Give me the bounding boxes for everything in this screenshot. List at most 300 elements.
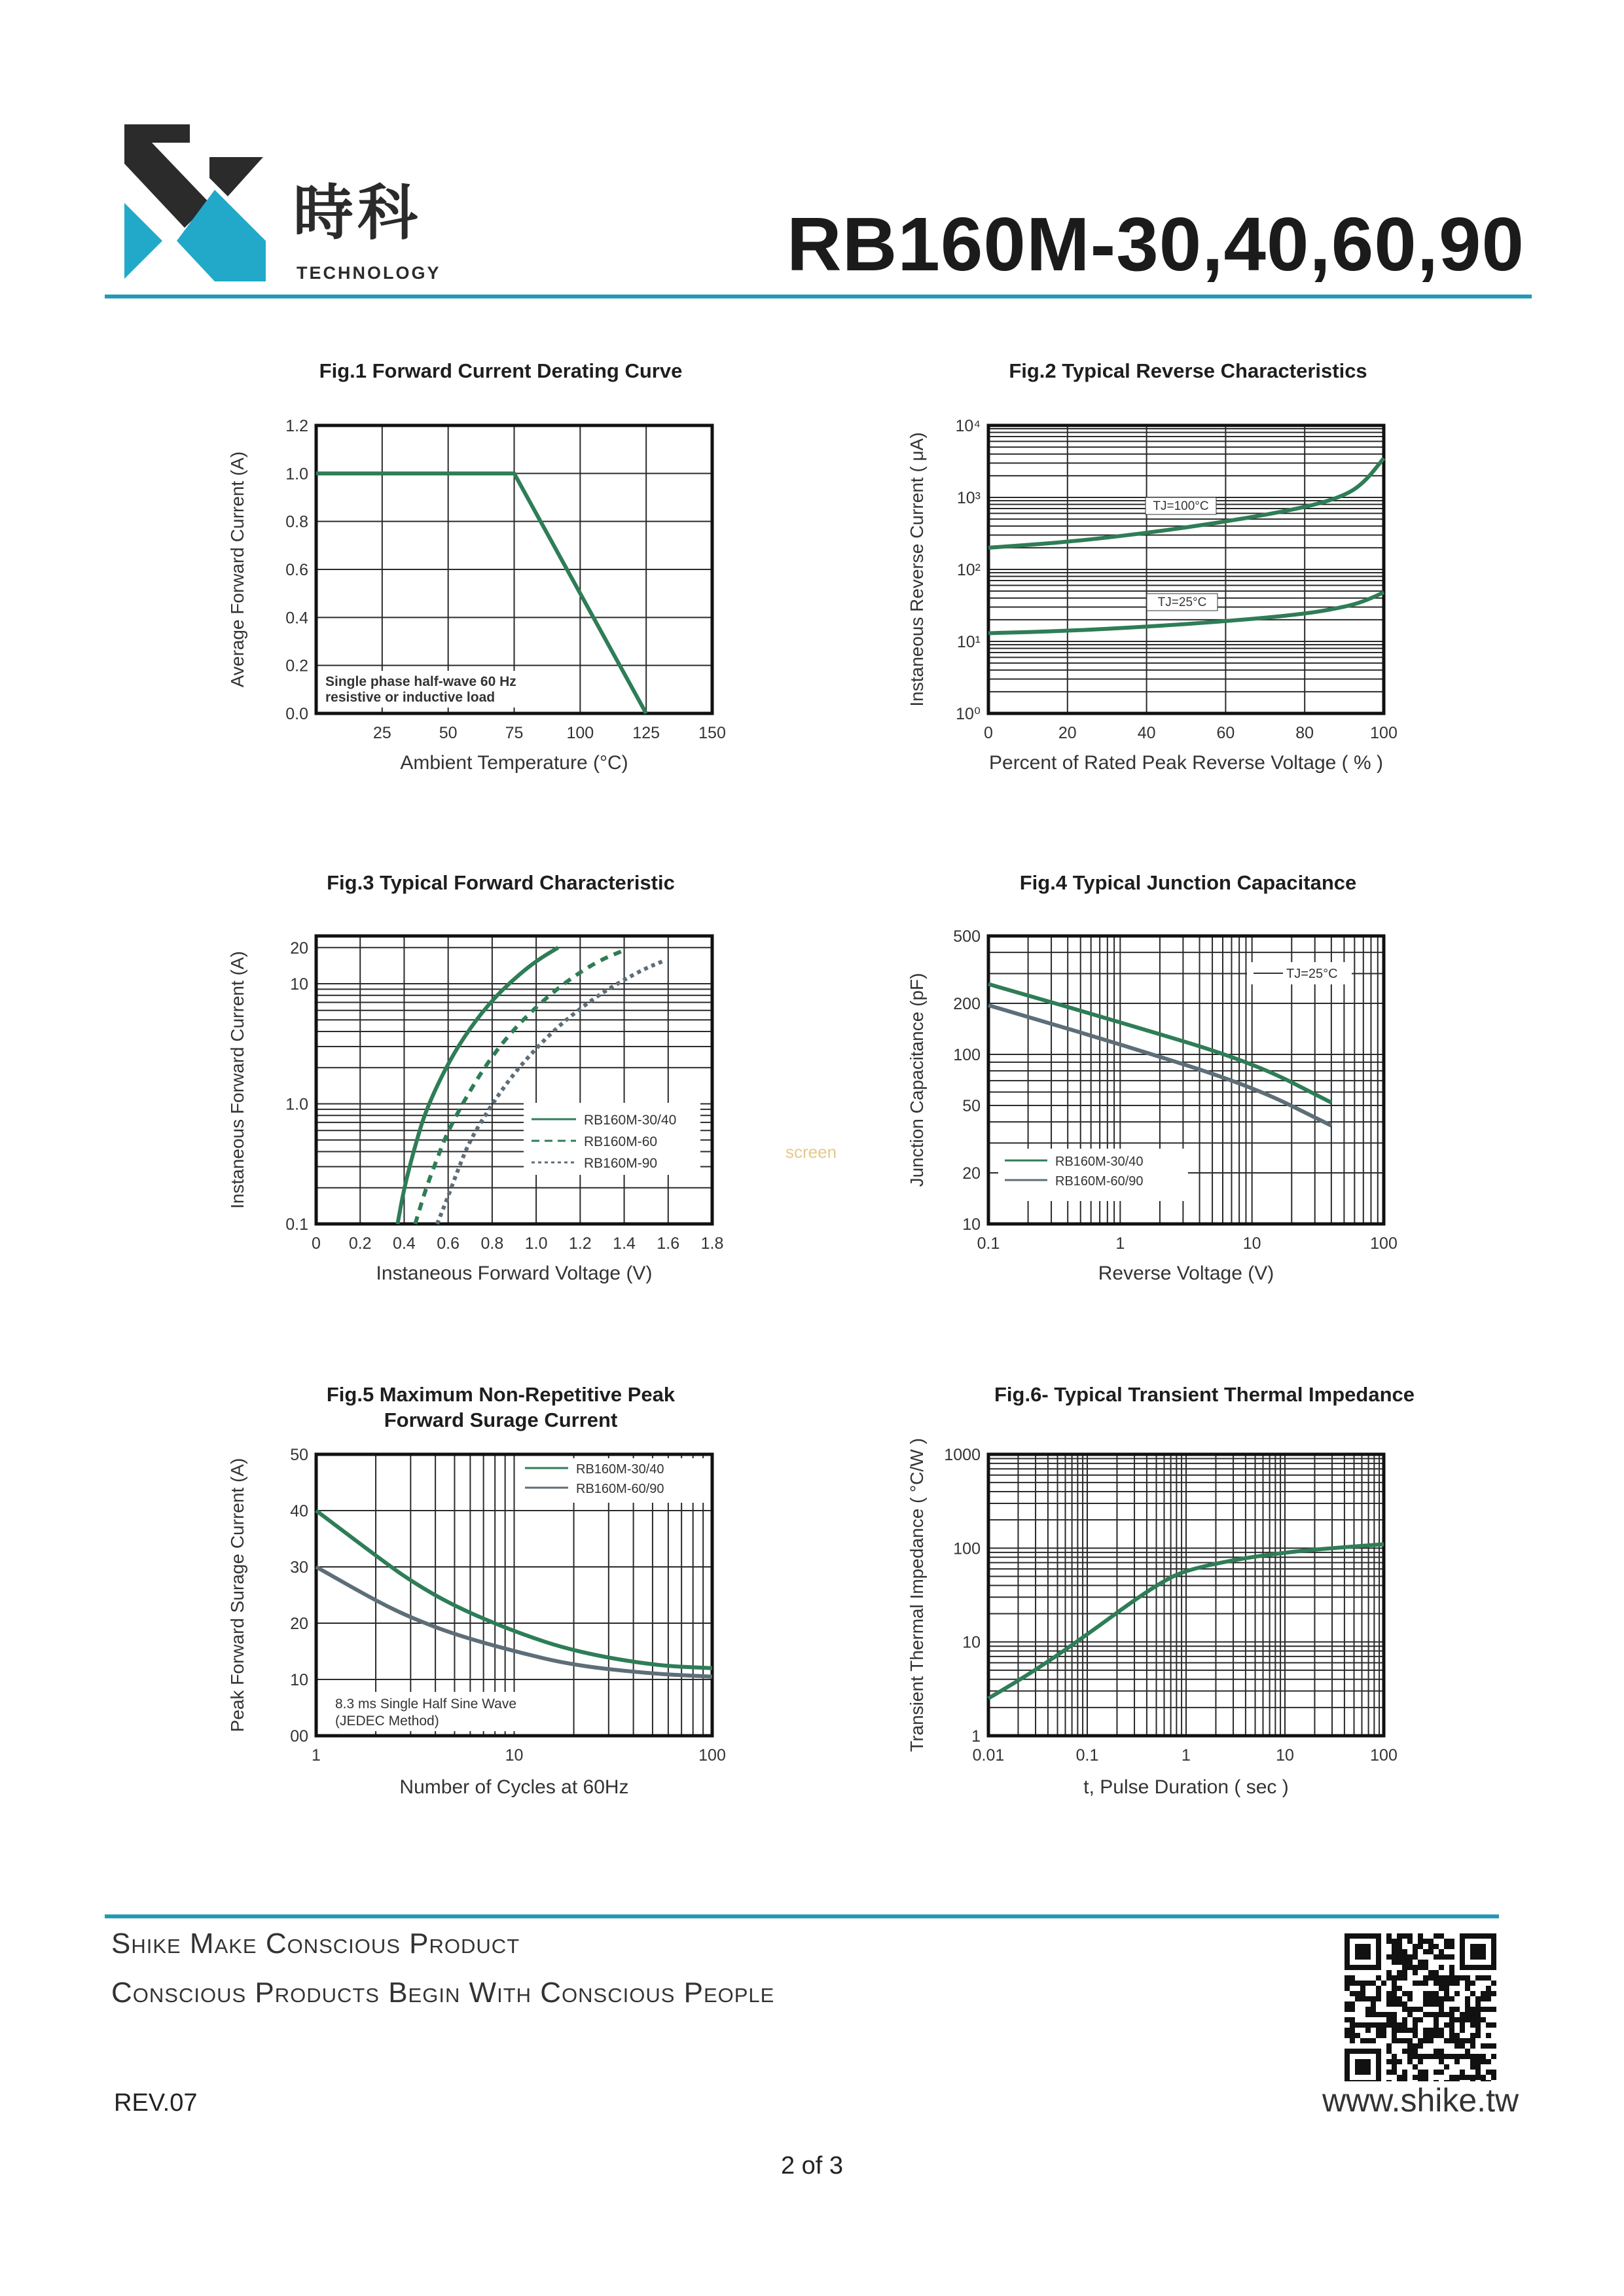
- fig1-xtick-label: 125: [632, 724, 660, 742]
- qr-module: [1392, 1949, 1397, 1954]
- qr-module: [1392, 2033, 1397, 2038]
- fig6-ytick-label: 1: [971, 1727, 981, 1746]
- qr-module: [1392, 2064, 1397, 2070]
- qr-module: [1486, 2070, 1491, 2075]
- qr-module: [1449, 1975, 1454, 1981]
- fig5-xtick-label: 1: [312, 1746, 321, 1765]
- qr-module: [1386, 1996, 1392, 2001]
- fig5-xtick-label: 100: [698, 1746, 726, 1765]
- fig2-curve-label: TJ=100°C: [1153, 499, 1209, 513]
- qr-module: [1454, 2033, 1460, 2038]
- qr-module: [1475, 2064, 1481, 2070]
- qr-module: [1413, 1965, 1418, 1970]
- fig4-legend-label: RB160M-30/40: [1055, 1155, 1144, 1169]
- qr-module: [1434, 1975, 1439, 1981]
- fig5-ytick-label: 20: [290, 1615, 308, 1633]
- qr-module: [1418, 2007, 1423, 2012]
- qr-module: [1439, 2054, 1444, 2059]
- fig1-annotation: Single phase half-wave 60 Hz: [325, 674, 516, 689]
- qr-module: [1486, 2022, 1491, 2028]
- qr-module: [1413, 1981, 1418, 1986]
- qr-module: [1386, 1970, 1392, 1975]
- qr-module: [1350, 1981, 1355, 1986]
- qr-module: [1439, 1996, 1444, 2001]
- qr-module: [1434, 2049, 1439, 2054]
- qr-module: [1350, 1975, 1355, 1981]
- fig6-title: Fig.6- Typical Transient Thermal Impedance: [994, 1383, 1415, 1406]
- qr-module: [1449, 2054, 1454, 2059]
- qr-module: [1376, 2022, 1381, 2028]
- qr-module: [1407, 1939, 1413, 1944]
- page-number: 2 of 3: [780, 2152, 844, 2179]
- qr-module: [1444, 1939, 1449, 1944]
- qr-module: [1460, 1975, 1465, 1981]
- qr-module: [1350, 2007, 1355, 2012]
- fig5-legend-label: RB160M-30/40: [576, 1462, 664, 1477]
- qr-module: [1407, 1991, 1413, 1996]
- qr-module: [1402, 2049, 1407, 2054]
- qr-module: [1470, 2007, 1475, 2012]
- qr-module: [1439, 2028, 1444, 2033]
- qr-module: [1413, 2049, 1418, 2054]
- qr-module: [1423, 1939, 1428, 1944]
- qr-module: [1413, 2028, 1418, 2033]
- qr-module: [1449, 1996, 1454, 2001]
- qr-module: [1344, 2033, 1350, 2038]
- fig1-ytick-label: 0.2: [285, 656, 308, 675]
- qr-module: [1434, 1991, 1439, 1996]
- fig5-ytick-label: 10: [290, 1671, 308, 1689]
- qr-module: [1423, 1949, 1428, 1954]
- qr-module: [1449, 1939, 1454, 1944]
- qr-module: [1392, 2059, 1397, 2064]
- qr-module: [1423, 2054, 1428, 2059]
- qr-module: [1423, 1975, 1428, 1981]
- qr-module: [1392, 1996, 1397, 2001]
- qr-module: [1454, 2043, 1460, 2049]
- qr-module: [1460, 2028, 1465, 2033]
- qr-module: [1444, 2038, 1449, 2043]
- qr-module: [1402, 2028, 1407, 2033]
- qr-module: [1376, 1986, 1381, 1991]
- qr-module: [1428, 1944, 1434, 1949]
- qr-module: [1439, 1965, 1444, 1970]
- qr-module: [1355, 1996, 1360, 2001]
- qr-module: [1470, 2043, 1475, 2049]
- qr-module: [1407, 2012, 1413, 2017]
- qr-module: [1428, 1991, 1434, 1996]
- fig3-ytick-label: 10: [290, 975, 308, 994]
- qr-module: [1434, 1944, 1439, 1949]
- qr-module: [1376, 2033, 1381, 2038]
- qr-module: [1449, 2028, 1454, 2033]
- qr-module: [1397, 1986, 1402, 1991]
- fig1-ytick-label: 0.0: [285, 705, 308, 723]
- qr-module: [1418, 1939, 1423, 1944]
- qr-module: [1423, 1991, 1428, 1996]
- qr-module: [1407, 2059, 1413, 2064]
- fig6-xtick-label: 100: [1370, 1746, 1398, 1765]
- fig5-legend-label: RB160M-60/90: [576, 1482, 664, 1496]
- fig4-annotation: TJ=25°C: [1286, 967, 1338, 981]
- qr-module: [1392, 1944, 1397, 1949]
- qr-module: [1392, 1975, 1397, 1981]
- fig3-legend-label: RB160M-30/40: [584, 1113, 677, 1128]
- qr-module: [1475, 2007, 1481, 2012]
- qr-module: [1392, 2001, 1397, 2007]
- footer-divider: [105, 1914, 1499, 1918]
- qr-module: [1434, 2017, 1439, 2022]
- qr-module: [1397, 1960, 1402, 1965]
- fig3-xtick-label: 0: [312, 1234, 321, 1253]
- qr-module: [1371, 2001, 1376, 2007]
- qr-module: [1470, 2033, 1475, 2038]
- qr-module: [1402, 2038, 1407, 2043]
- qr-module: [1344, 2028, 1350, 2033]
- qr-module: [1392, 2022, 1397, 2028]
- qr-module: [1423, 2028, 1428, 2033]
- qr-module: [1407, 2049, 1413, 2054]
- qr-module: [1428, 1949, 1434, 1954]
- qr-module: [1465, 2049, 1470, 2054]
- fig2-xtick-label: 60: [1216, 724, 1235, 742]
- qr-module: [1475, 2070, 1481, 2075]
- qr-module: [1434, 2054, 1439, 2059]
- qr-module: [1460, 2043, 1465, 2049]
- qr-module: [1486, 1991, 1491, 1996]
- qr-module: [1423, 2012, 1428, 2017]
- qr-module: [1418, 1944, 1423, 1949]
- qr-module: [1481, 1991, 1486, 1996]
- qr-module: [1397, 1939, 1402, 1944]
- fig2-ytick-label: 10³: [956, 489, 981, 507]
- qr-module: [1475, 2028, 1481, 2033]
- qr-module: [1486, 2033, 1491, 2038]
- fig6-xtick-label: 1: [1182, 1746, 1191, 1765]
- qr-module: [1418, 2070, 1423, 2075]
- qr-module: [1428, 1970, 1434, 1975]
- qr-module: [1444, 2022, 1449, 2028]
- qr-module: [1376, 1991, 1381, 1996]
- qr-module: [1434, 2001, 1439, 2007]
- fig2-ytick-label: 10¹: [956, 633, 981, 651]
- fig3-legend-label: RB160M-60: [584, 1134, 658, 1149]
- fig3-ytick-label: 0.1: [285, 1215, 308, 1234]
- qr-module: [1444, 1981, 1449, 1986]
- qr-module: [1423, 2070, 1428, 2075]
- qr-module: [1428, 2001, 1434, 2007]
- part-number-title: RB160M-30,40,60,90: [786, 202, 1525, 287]
- qr-module: [1470, 2017, 1475, 2022]
- qr-module: [1381, 2022, 1386, 2028]
- qr-module: [1392, 2038, 1397, 2043]
- qr-module: [1381, 2028, 1386, 2033]
- fig2-curve-label: TJ=25°C: [1157, 596, 1207, 609]
- revision-label: REV.07: [114, 2089, 198, 2117]
- fig4-xtick-label: 100: [1370, 1234, 1398, 1253]
- qr-module: [1402, 2075, 1407, 2080]
- qr-module: [1454, 2017, 1460, 2022]
- qr-module: [1360, 2022, 1365, 2028]
- qr-module: [1413, 2064, 1418, 2070]
- qr-module: [1481, 1975, 1486, 1981]
- fig5-xlabel: Number of Cycles at 60Hz: [399, 1776, 629, 1798]
- qr-module: [1486, 2007, 1491, 2012]
- qr-module: [1428, 2012, 1434, 2017]
- qr-module: [1386, 1933, 1392, 1939]
- qr-module: [1449, 2033, 1454, 2038]
- qr-module: [1360, 1986, 1365, 1991]
- fig1-ylabel: Average Forward Current (A): [227, 451, 247, 688]
- fig3-xtick-label: 0.2: [348, 1234, 372, 1253]
- fig6-ylabel: Transient Thermal Impedance ( °C/W ): [907, 1438, 927, 1752]
- fig3-series-line: [437, 961, 664, 1224]
- qr-module: [1428, 2054, 1434, 2059]
- fig5-ytick-label: 30: [290, 1558, 308, 1577]
- fig3-xtick-label: 1.8: [700, 1234, 724, 1253]
- qr-module: [1428, 2028, 1434, 2033]
- qr-module: [1397, 2075, 1402, 2080]
- qr-module: [1360, 2038, 1365, 2043]
- qr-module: [1449, 2007, 1454, 2012]
- fig2-xtick-label: 100: [1370, 724, 1398, 742]
- qr-code: [1342, 1931, 1499, 2081]
- qr-module: [1397, 2022, 1402, 2028]
- fig6-ytick-label: 1000: [944, 1446, 981, 1464]
- qr-module: [1402, 2001, 1407, 2007]
- qr-module: [1454, 1975, 1460, 1981]
- fig1-xtick-label: 50: [439, 724, 458, 742]
- qr-module: [1434, 1996, 1439, 2001]
- qr-module: [1460, 2075, 1465, 2080]
- qr-module: [1376, 1975, 1381, 1981]
- qr-module: [1355, 2033, 1360, 2038]
- fig3-xtick-label: 1.2: [568, 1234, 592, 1253]
- qr-module: [1475, 2001, 1481, 2007]
- qr-module: [1344, 2007, 1350, 2012]
- qr-module: [1449, 1970, 1454, 1975]
- qr-module: [1470, 2054, 1475, 2059]
- qr-module: [1386, 2043, 1392, 2049]
- qr-module: [1486, 2059, 1491, 2064]
- fig2-xtick-label: 20: [1058, 724, 1077, 742]
- qr-module: [1397, 2001, 1402, 2007]
- qr-module: [1465, 2007, 1470, 2012]
- fig3-xtick-label: 0.6: [437, 1234, 460, 1253]
- fig3-xtick-label: 0.4: [393, 1234, 416, 1253]
- qr-module: [1465, 2012, 1470, 2017]
- qr-module: [1344, 1986, 1350, 1991]
- fig4-xlabel: Reverse Voltage (V): [1098, 1263, 1274, 1284]
- fig5-xtick-label: 10: [505, 1746, 524, 1765]
- fig1-ytick-label: 0.8: [285, 512, 308, 531]
- fig1-ytick-label: 1.0: [285, 465, 308, 484]
- qr-module: [1413, 1954, 1418, 1960]
- fig2-ytick-label: 10⁰: [956, 705, 981, 723]
- fig3-ytick-label: 20: [290, 939, 308, 958]
- qr-module: [1355, 1981, 1360, 1986]
- fig5-title: Fig.5 Maximum Non-Repetitive Peak Forward Surage Current: [326, 1383, 676, 1431]
- qr-module: [1460, 2017, 1465, 2022]
- qr-module: [1350, 2001, 1355, 2007]
- qr-module: [1418, 2054, 1423, 2059]
- qr-module: [1423, 1960, 1428, 1965]
- qr-finder-pattern: [1460, 1933, 1496, 1970]
- qr-module: [1454, 2059, 1460, 2064]
- qr-module: [1392, 1991, 1397, 1996]
- qr-module: [1402, 1975, 1407, 1981]
- qr-module: [1428, 1996, 1434, 2001]
- qr-module: [1397, 1944, 1402, 1949]
- qr-module: [1418, 1981, 1423, 1986]
- fig6-xtick-label: 0.1: [1075, 1746, 1099, 1765]
- qr-module: [1402, 2017, 1407, 2022]
- qr-module: [1392, 2017, 1397, 2022]
- qr-module: [1402, 2022, 1407, 2028]
- qr-module: [1397, 1954, 1402, 1960]
- fig2-ytick-label: 10⁴: [955, 417, 981, 435]
- qr-module: [1454, 1981, 1460, 1986]
- qr-module: [1392, 1954, 1397, 1960]
- fig2-xtick-label: 80: [1295, 724, 1314, 742]
- qr-module: [1470, 1991, 1475, 1996]
- qr-module: [1439, 2049, 1444, 2054]
- brand-chinese-name: 時科: [293, 178, 422, 248]
- qr-module: [1365, 2022, 1371, 2028]
- qr-module: [1397, 2028, 1402, 2033]
- qr-module: [1386, 1975, 1392, 1981]
- qr-module: [1413, 2054, 1418, 2059]
- qr-module: [1418, 2038, 1423, 2043]
- qr-module: [1418, 2017, 1423, 2022]
- qr-module: [1481, 2054, 1486, 2059]
- qr-module: [1465, 1986, 1470, 1991]
- fig5-ytick-label: 50: [290, 1446, 308, 1464]
- qr-finder-pattern: [1344, 1933, 1381, 1970]
- qr-module: [1444, 1944, 1449, 1949]
- qr-module: [1365, 1981, 1371, 1986]
- qr-module: [1392, 2028, 1397, 2033]
- slogan-line-1: Shike Make Conscious Product: [111, 1928, 520, 1960]
- qr-module: [1439, 2012, 1444, 2017]
- fig4-xtick-label: 0.1: [977, 1234, 1000, 1253]
- qr-module: [1413, 1949, 1418, 1954]
- qr-module: [1407, 1960, 1413, 1965]
- qr-module: [1423, 2001, 1428, 2007]
- fig1-xtick-label: 25: [372, 724, 391, 742]
- qr-module: [1475, 1996, 1481, 2001]
- qr-module: [1402, 1949, 1407, 1954]
- qr-module: [1413, 1970, 1418, 1975]
- fig4-xtick-label: 1: [1115, 1234, 1125, 1253]
- qr-module: [1423, 1981, 1428, 1986]
- fig5-ytick-label: 40: [290, 1502, 308, 1520]
- fig1-annotation: resistive or inductive load: [325, 690, 496, 705]
- qr-module: [1470, 2038, 1475, 2043]
- website-link[interactable]: www.shike.tw: [1322, 2082, 1519, 2119]
- qr-module: [1460, 2038, 1465, 2043]
- qr-module: [1386, 1939, 1392, 1944]
- qr-module: [1371, 1996, 1376, 2001]
- qr-module: [1397, 1933, 1402, 1939]
- qr-module: [1418, 1933, 1423, 1939]
- qr-module: [1439, 2007, 1444, 2012]
- fig6-group: [988, 1454, 1384, 1736]
- qr-module: [1360, 1991, 1365, 1996]
- qr-module: [1460, 2054, 1465, 2059]
- qr-module: [1465, 2038, 1470, 2043]
- brand-english-name: TECHNOLOGY: [297, 263, 441, 283]
- qr-module: [1475, 2012, 1481, 2017]
- qr-module: [1481, 2075, 1486, 2080]
- qr-module: [1486, 1986, 1491, 1991]
- qr-module: [1449, 1965, 1454, 1970]
- qr-module: [1454, 2038, 1460, 2043]
- qr-module: [1350, 2033, 1355, 2038]
- qr-module: [1407, 1965, 1413, 1970]
- qr-module: [1371, 2022, 1376, 2028]
- qr-module: [1465, 2054, 1470, 2059]
- qr-module: [1365, 2038, 1371, 2043]
- qr-module: [1418, 2043, 1423, 2049]
- qr-module: [1397, 1996, 1402, 2001]
- qr-module: [1454, 2007, 1460, 2012]
- qr-module: [1465, 2075, 1470, 2080]
- qr-module: [1475, 2033, 1481, 2038]
- qr-module: [1460, 2022, 1465, 2028]
- qr-module: [1444, 1996, 1449, 2001]
- fig3-xtick-label: 1.0: [524, 1234, 548, 1253]
- qr-module: [1428, 1975, 1434, 1981]
- qr-module: [1449, 2038, 1454, 2043]
- qr-module: [1350, 2038, 1355, 2043]
- qr-module: [1470, 1981, 1475, 1986]
- qr-module: [1381, 2033, 1386, 2038]
- qr-module: [1434, 2070, 1439, 2075]
- qr-module: [1418, 1965, 1423, 1970]
- fig6-xtick-label: 0.01: [972, 1746, 1005, 1765]
- qr-module: [1402, 1970, 1407, 1975]
- fig1-group: [316, 425, 712, 713]
- qr-module: [1402, 1965, 1407, 1970]
- qr-module: [1413, 2022, 1418, 2028]
- qr-module: [1491, 2007, 1496, 2012]
- qr-module: [1407, 1954, 1413, 1960]
- fig3-xtick-label: 0.8: [480, 1234, 504, 1253]
- qr-module: [1386, 2059, 1392, 2064]
- qr-module: [1439, 2070, 1444, 2075]
- qr-module: [1470, 2012, 1475, 2017]
- qr-module: [1486, 2043, 1491, 2049]
- qr-module: [1371, 2038, 1376, 2043]
- qr-module: [1423, 2033, 1428, 2038]
- fig3-title: Fig.3 Typical Forward Characteristic: [327, 871, 675, 894]
- fig6-xtick-label: 10: [1276, 1746, 1294, 1765]
- fig2-ytick-label: 10²: [956, 561, 981, 579]
- qr-module: [1491, 2054, 1496, 2059]
- fig2-title: Fig.2 Typical Reverse Characteristics: [1009, 359, 1367, 382]
- qr-module: [1344, 1975, 1350, 1981]
- fig1-xlabel: Ambient Temperature (°C): [400, 752, 628, 774]
- qr-module: [1386, 1954, 1392, 1960]
- qr-module: [1460, 2070, 1465, 2075]
- qr-module: [1376, 1996, 1381, 2001]
- fig1-xtick-label: 150: [698, 724, 726, 742]
- fig3-ytick-label: 1.0: [285, 1095, 308, 1114]
- qr-module: [1439, 1933, 1444, 1939]
- qr-module: [1392, 1986, 1397, 1991]
- qr-module: [1449, 1981, 1454, 1986]
